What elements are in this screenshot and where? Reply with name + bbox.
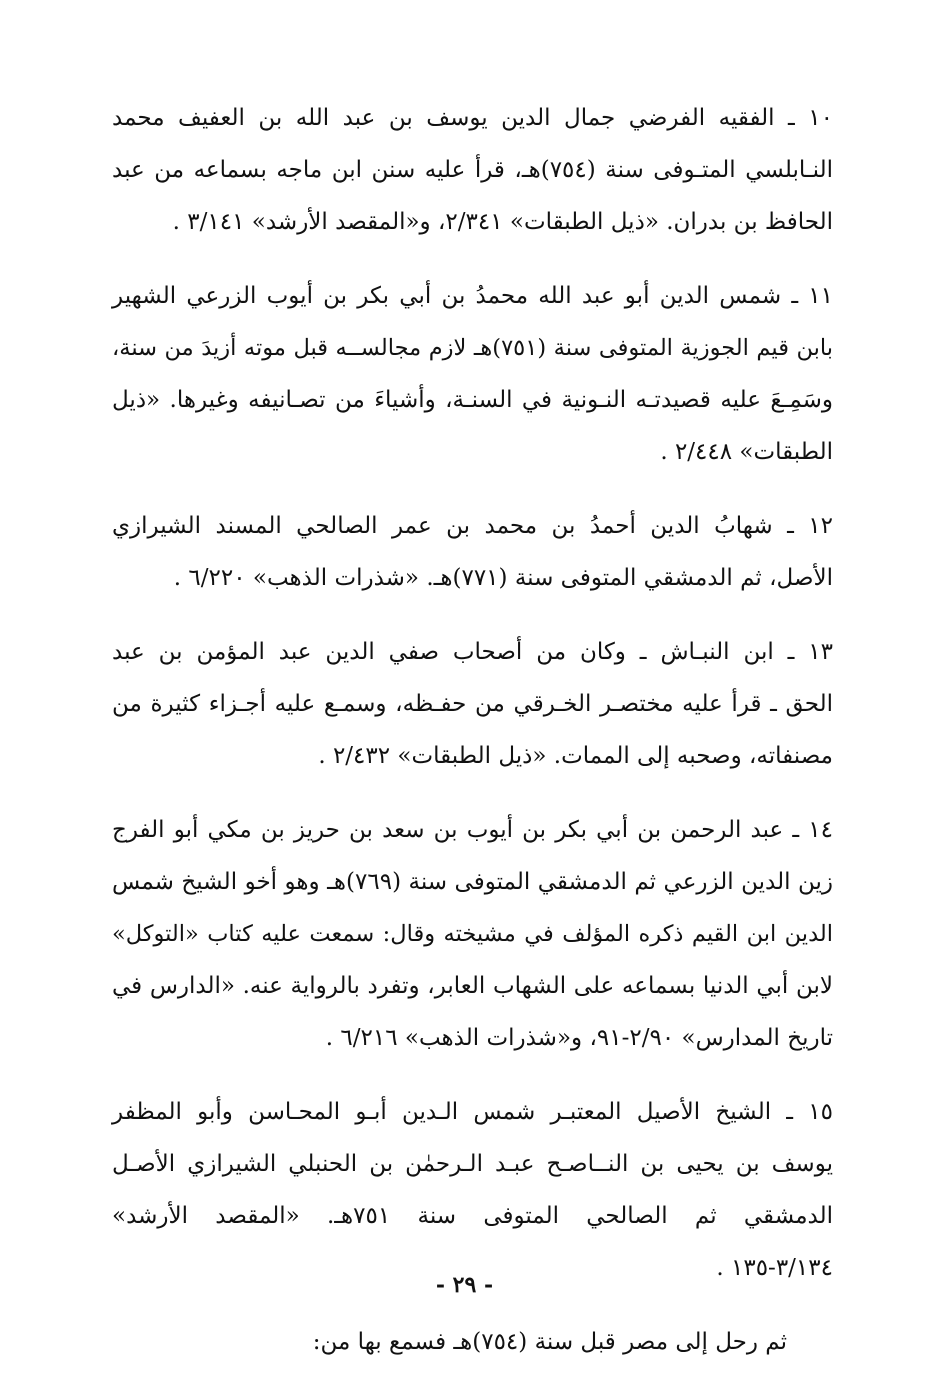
- paragraph: [112, 1086, 833, 1294]
- paragraph: [112, 626, 833, 782]
- text-line: مصنفاته، وصحبه إلى الممات. «ذيل الطبقات» ٢/٤٣٢ .: [318, 743, 833, 769]
- text-line: ١٤ ـ عبد الرحمن بن أبي بكر بن أيوب بن سعد بن حريز بن مكي أبو الفرج: [112, 817, 833, 843]
- text-line: لابن أبي الدنيا بسماعه على الشهاب العابر، وتفرد بالرواية عنه. «الدارس في: [112, 973, 833, 999]
- text-line: ٣/١٣٤-١٣٥ .: [716, 1255, 833, 1281]
- text-line: الأصل، ثم الدمشقي المتوفى سنة (٧٧١)هـ. «شذرات الذهب» ٦/٢٢٠ .: [173, 565, 833, 591]
- text-line: الحافظ بن بدران. «ذيل الطبقات» ٢/٣٤١، و«المقصد الأرشد» ٣/١٤١ .: [172, 209, 833, 235]
- body-text: [112, 92, 833, 1294]
- text-line: وسَمِـعَ عليه قصيدتـه النـونية في السنـة، وأشياءَ من تصـانيفه وغيرها. «ذيل: [112, 387, 833, 413]
- text-line: ١٥ ـ الشيخ الأصيل المعتبـر شمس الـدين أبـو المحـاسن وأبو المظفر: [112, 1099, 833, 1125]
- paragraph: [112, 92, 833, 248]
- text-line: زين الدين الزرعي ثم الدمشقي المتوفى سنة (٧٦٩)هـ وهو أخو الشيخ شمس: [112, 869, 833, 895]
- text-line: ١٠ ـ الفقيه الفرضي جمال الدين يوسف بن عبد الله بن العفيف محمد: [112, 105, 833, 131]
- text-line: الحق ـ قرأ عليه مختصـر الخـرقي من حفـظه، وسمـع عليه أجـزاء كثيرة من: [112, 691, 833, 717]
- text-line: الطبقات» ٢/٤٤٨ .: [660, 439, 833, 465]
- text-line: ١٣ ـ ابن النبـاش ـ وكان من أصحاب صفي الدين عبد المؤمن بن عبد: [112, 639, 833, 665]
- page-number: - ٢٩ -: [435, 1272, 494, 1298]
- text-line: النـابلسي المتـوفى سنة (٧٥٤)هـ، قرأ عليه سنن ابن ماجه بسماعه من عبد: [112, 157, 833, 183]
- text-line: تاريخ المدارس» ٢/٩٠-٩١، و«شذرات الذهب» ٦/٢١٦ .: [325, 1025, 833, 1051]
- paragraph: [112, 804, 833, 1064]
- paragraph: [112, 270, 833, 478]
- text-line: ١٢ ـ شهابُ الدين أحمدُ بن محمد بن عمر الصالحي المسند الشيرازي: [112, 513, 833, 539]
- text-line: الدمشقي ثم الصالحي المتوفى سنة ٧٥١هـ. «المقصد الأرشد»: [112, 1203, 834, 1229]
- text-line: بابن قيم الجوزية المتوفى سنة (٧٥١)هـ لازم مجالســه قبل موته أزيدَ من سنة،: [112, 335, 833, 361]
- text-line: ١١ ـ شمس الدين أبو عبد الله محمدُ بن أبي بكر بن أيوب الزرعي الشهير: [112, 283, 833, 309]
- paragraph: [112, 500, 833, 604]
- text-line: الدين ابن القيم ذكره المؤلف في مشيخته وقال: سمعت عليه كتاب «التوكل»: [112, 921, 833, 947]
- closing-line: ثم رحل إلى مصر قبل سنة (٧٥٤)هـ فسمع بها من:: [312, 1329, 787, 1355]
- text-line: يوسف بن يحيى بن النــاصـح عبـد الـرحمٰن بن الحنبلي الشيرازي الأصـل: [112, 1151, 833, 1177]
